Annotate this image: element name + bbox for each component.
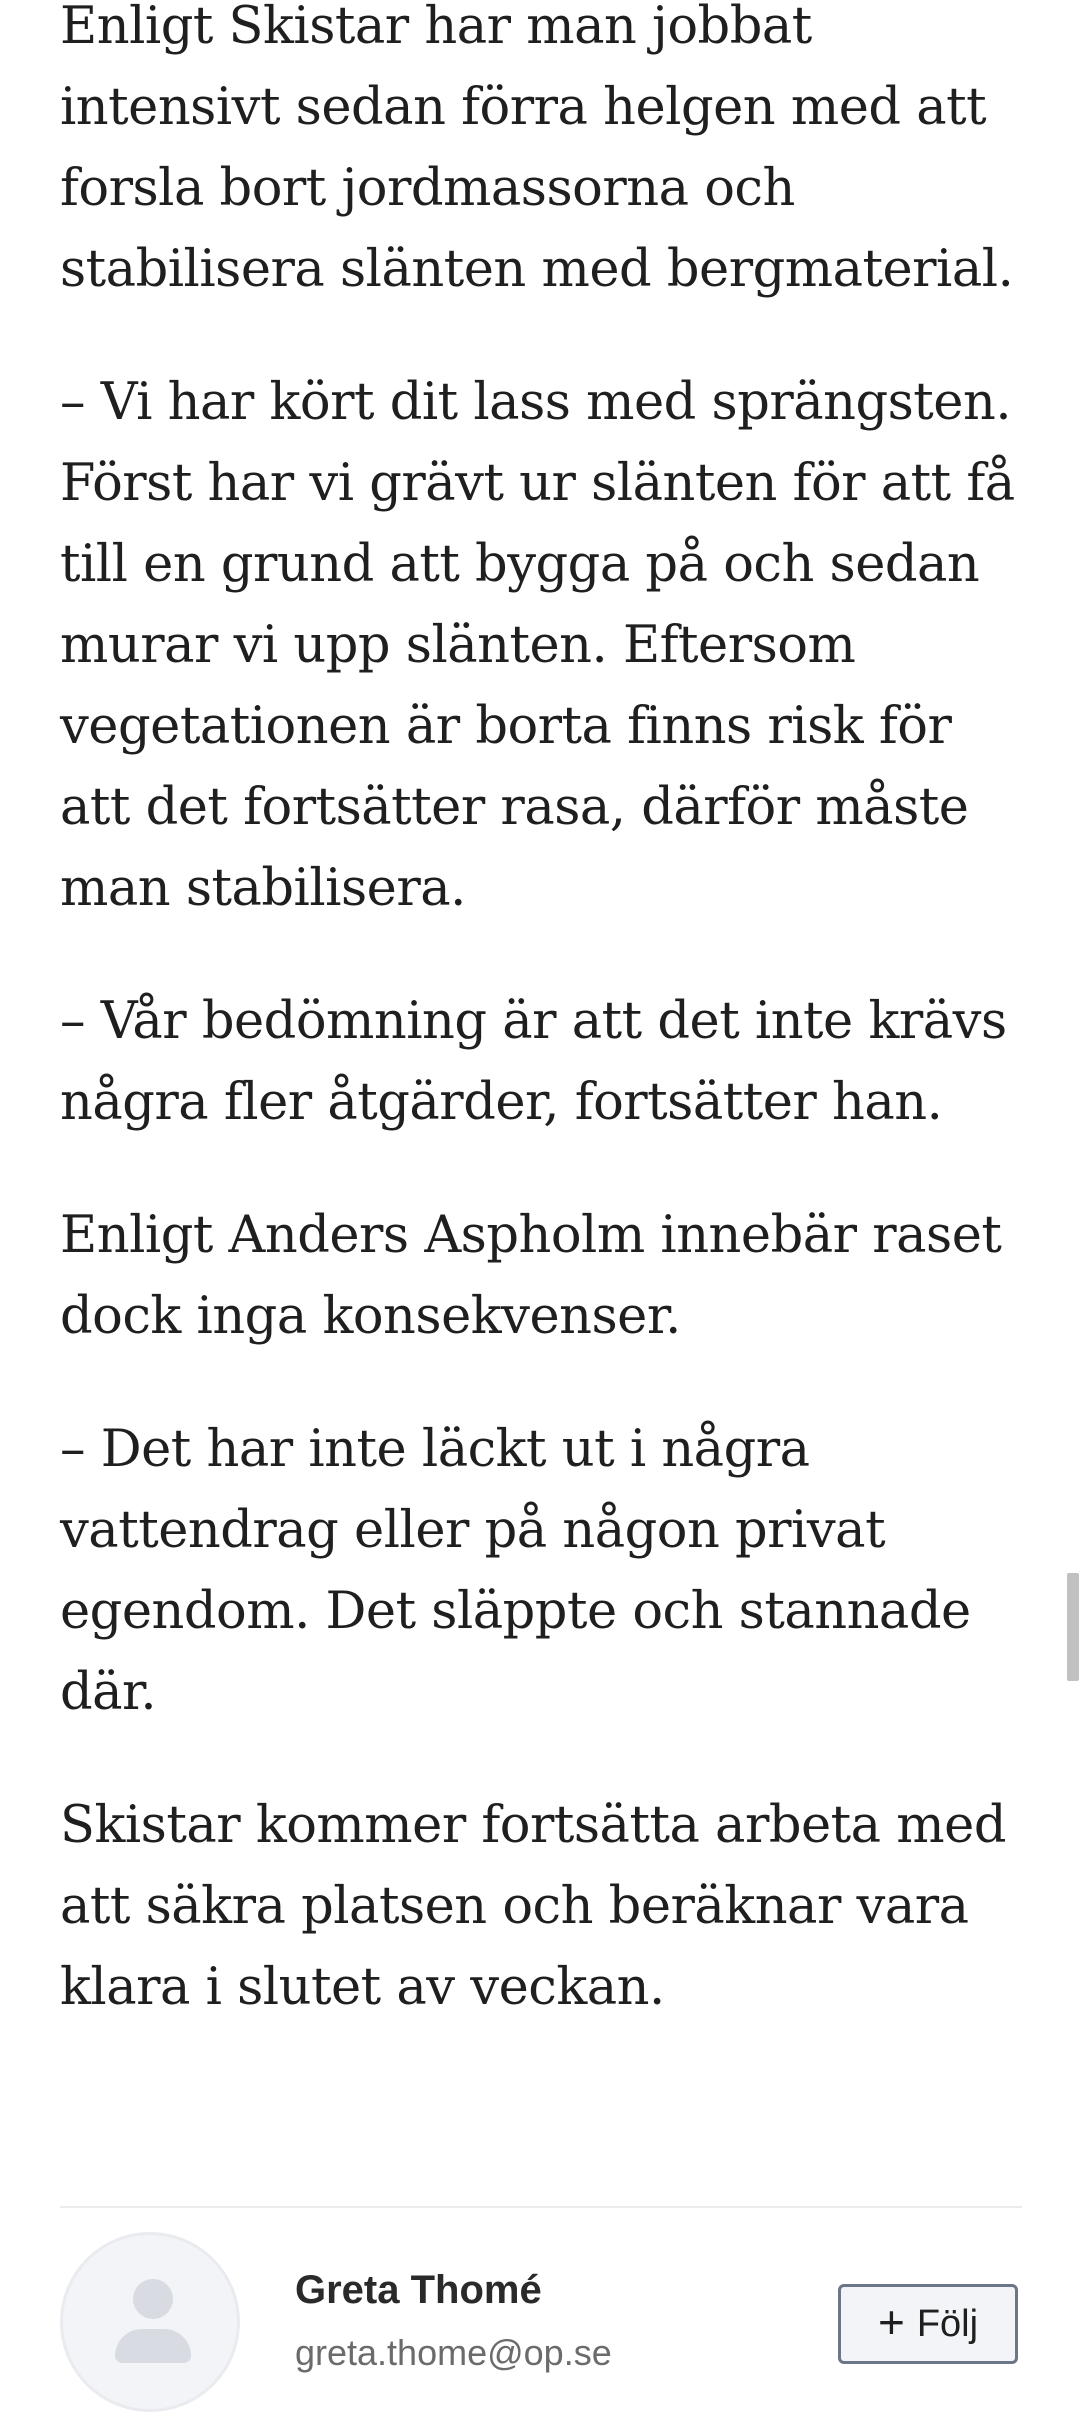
follow-label: Följ [916, 2302, 979, 2345]
article-paragraph: – Vår bedömning är att det inte krävs några fler åtgärder, fortsätter han. [60, 992, 1007, 1132]
article-body [60, 0, 1020, 2080]
article-paragraph: – Det har inte läckt ut i några vattendrag eller på någon privat egendom. Det släppte och stannade där. [60, 1420, 971, 1722]
plus-icon: + [877, 2296, 905, 2348]
article-paragraph: Skistar kommer fortsätta arbeta med att säkra platsen och beräknar vara klara i slutet av veckan. [60, 1796, 1006, 2017]
author-avatar [60, 2232, 240, 2412]
author-card [60, 2232, 1022, 2421]
article-paragraph: Enligt Anders Aspholm innebär raset dock inga konsekvenser. [60, 1206, 1002, 1346]
article-paragraph: Enligt Skistar har man jobbat intensivt sedan förra helgen med att forsla bort jordmassorna och stabilisera slänten med bergmaterial. [60, 0, 1014, 299]
author-divider [60, 2206, 1022, 2208]
follow-button[interactable] [838, 2284, 1018, 2364]
author-name[interactable]: Greta Thomé [295, 2268, 542, 2312]
scrollbar-thumb[interactable] [1067, 1573, 1079, 1681]
article-paragraph: – Vi har kört dit lass med sprängsten. Först har vi grävt ur slänten för att få till en grund att bygga på och sedan murar vi upp slänten. Eftersom vegetationen är borta finns risk för att det fortsätter rasa, därför måste man stabilisera. [60, 373, 1015, 918]
author-email[interactable]: greta.thome@op.se [295, 2332, 612, 2373]
